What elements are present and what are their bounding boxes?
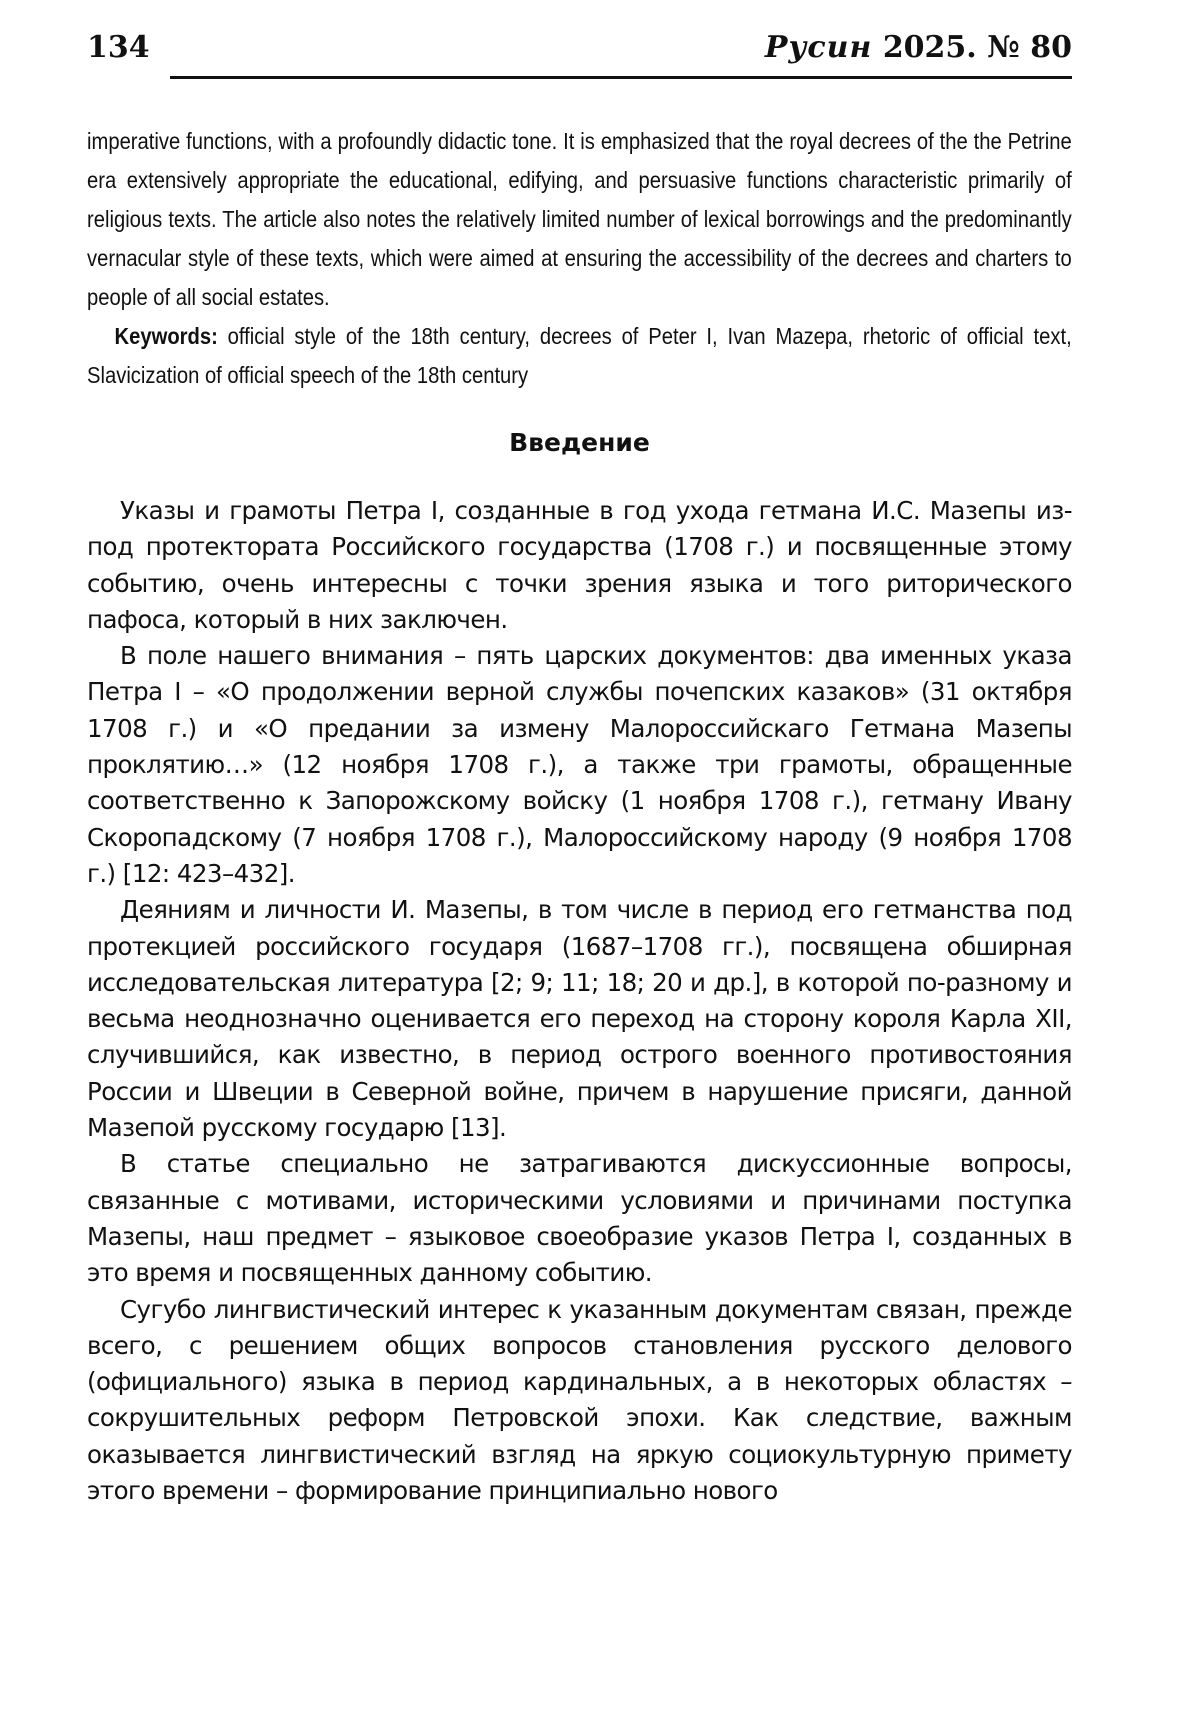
running-header xyxy=(87,20,1072,78)
paragraph: Указы и грамоты Петра I, созданные в год ухода гетмана И.С. Мазепы из-под протектората Российского государства (1708 г.) и посвященные этому событию, очень интересны с точки зрения языка и того риторического пафоса, который в них заключен. xyxy=(87,496,1072,634)
abstract-block xyxy=(87,122,1072,395)
journal-page xyxy=(87,20,1072,1509)
header-rule xyxy=(170,76,1072,79)
paragraph: Сугубо лингвистический интерес к указанным документам связан, прежде всего, с решением общих вопросов становления русского делового (официального) языка в период кардинальных, а в некоторых областях – сокрушительных реформ Петровской эпохи. Как следствие, важным оказывается лингвистический взгляд на яркую социокультурную примету этого времени – формирование принципиально нового xyxy=(87,1294,1072,1506)
journal-issue: 2025. № 80 xyxy=(882,30,1072,65)
paragraph: Деяниям и личности И. Мазепы, в том числе в период его гетманства под протекцией российского государя (1687–1708 гг.), посвящена обширная исследовательская литература [2; 9; 11; 18; 20 и др.], в которой по-разному и весьма неоднозначно оценивается его переход на сторону короля Карла XII, случившийся, как известно, в период острого военного противостояния России и Швеции в Северной войне, причем в нарушение присяги, данной Мазепой русскому государю [13]. xyxy=(87,895,1072,1143)
keywords-text: official style of the 18th century, decrees of Peter I, Ivan Mazepa, rhetoric of official text, Slavicization of official speech of the 18th century xyxy=(87,323,1072,388)
keywords xyxy=(87,317,1072,395)
journal-name: Русин xyxy=(764,30,873,65)
keywords-label: Keywords: xyxy=(114,323,218,349)
paragraph: В статье специально не затрагиваются дискуссионные вопросы, связанные с мотивами, историческими условиями и причинами поступка Мазепы, наш предмет – языковое своеобразие указов Петра I, созданных в это время и посвященных данному событию. xyxy=(87,1149,1072,1288)
section-title: Введение xyxy=(509,428,650,457)
abstract-text: imperative functions, with a profoundly didactic tone. It is emphasized that the royal decrees of the the Petrine era extensively appropriate the educational, edifying, and persuasive functions characteristic primarily of religious texts. The article also notes the relatively limited number of lexical borrowings and the predominantly vernacular style of these texts, which were aimed at ensuring the accessibility of the decrees and charters to people of all social estates. xyxy=(87,128,1072,310)
paragraph: В поле нашего внимания – пять царских документов: два именных указа Петра I – «О продолжении верной службы почепских казаков» (31 октября 1708 г.) и «О предании за измену Малороссийскаго Гетмана Мазепы проклятию…» (12 ноября 1708 г.), а также три грамоты, обращенные соответственно к Запорожскому войску (1 ноября 1708 г.), гетману Ивану Скоропадскому (7 ноября 1708 г.), Малороссийскому народу (9 ноября 1708 г.) [12: 423–432]. xyxy=(87,641,1072,888)
section-body xyxy=(87,493,1072,1509)
page-number: 134 xyxy=(87,30,150,65)
journal-title xyxy=(765,30,1072,65)
